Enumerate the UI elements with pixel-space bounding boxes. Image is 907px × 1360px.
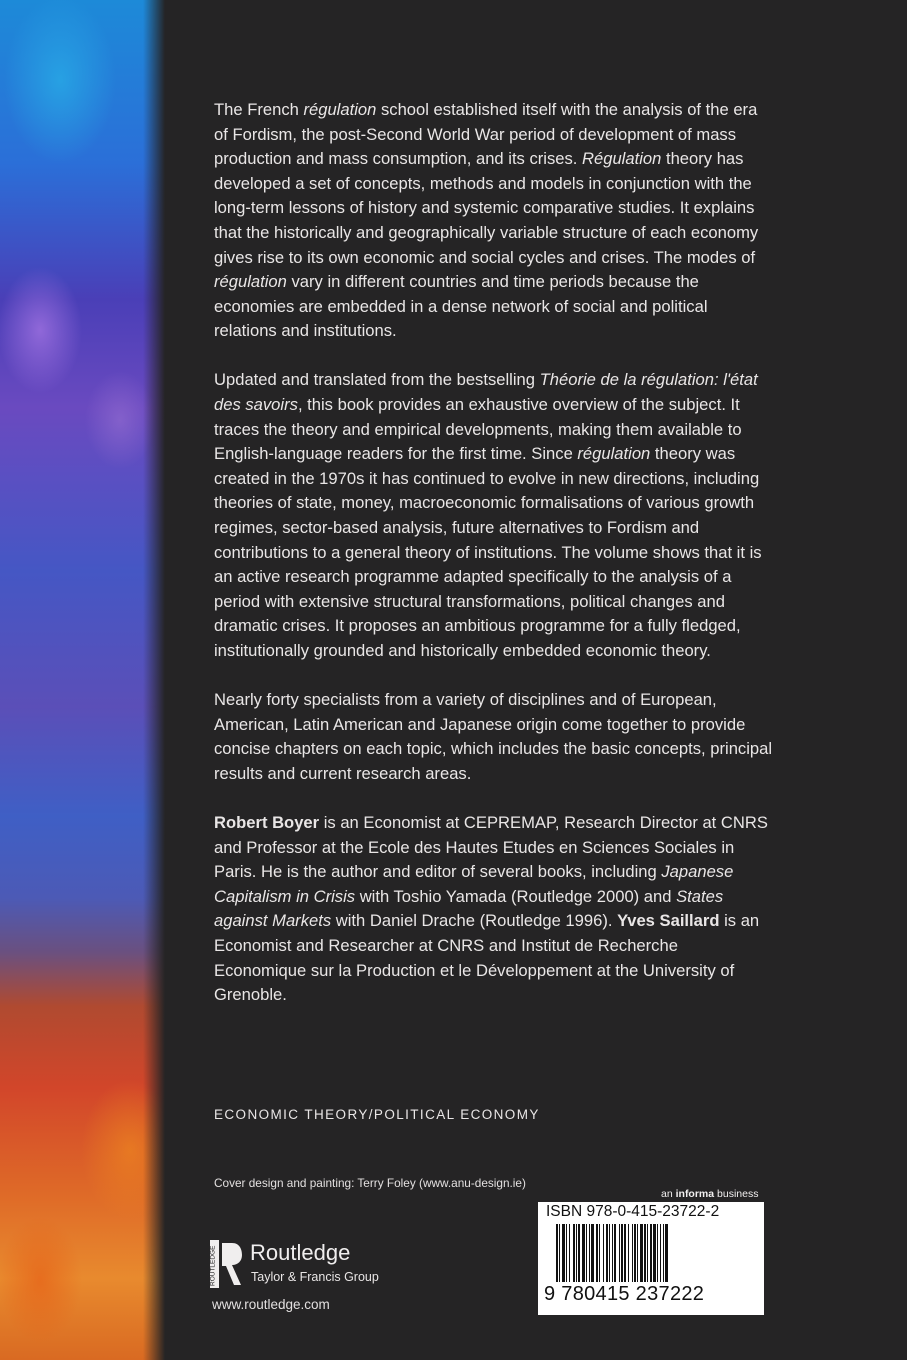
barcode-bar [619, 1224, 620, 1282]
barcode-digits: 9 780415 237222 [544, 1283, 705, 1305]
barcode-bar [589, 1224, 590, 1282]
barcode-bar [596, 1224, 598, 1282]
barcode-bar [603, 1224, 604, 1282]
barcode-bar [647, 1224, 648, 1282]
barcode-bar [582, 1224, 585, 1282]
barcode-bar [586, 1224, 587, 1282]
barcode-bar [576, 1224, 577, 1282]
barcode-bar [628, 1224, 629, 1282]
barcode-bar [621, 1224, 623, 1282]
painted-art-strip [0, 0, 165, 1360]
barcode-bar [660, 1224, 661, 1282]
isbn-text: ISBN 978-0-415-23722-2 [546, 1203, 720, 1220]
blurb [214, 98, 774, 1008]
barcode-bar [556, 1224, 558, 1282]
barcode-bar [573, 1224, 575, 1282]
barcode-bar [665, 1224, 668, 1282]
publisher-group: Taylor & Francis Group [251, 1270, 379, 1284]
routledge-mark-icon [210, 1240, 244, 1288]
barcode-bar [653, 1224, 656, 1282]
barcode-bar [632, 1224, 633, 1282]
barcode-bar [562, 1224, 565, 1282]
barcode-bar [569, 1224, 570, 1282]
subject-category: ECONOMIC THEORY/POLITICAL ECONOMY [214, 1107, 540, 1122]
barcode-bar [624, 1224, 626, 1282]
barcode-bars-icon [556, 1224, 752, 1286]
paragraph-overview: Updated and translated from the bestselling Théorie de la régulation: l'état des savoirs, this book provides an exhaustive overview of the subject. It traces the theory and empirical developments, making them available to English-language readers for the first time. Since régulation theory was created in the 1970s it has continued to evolve in new directions, including theories of state, money, macroeconomic formalisations of various growth regimes, sector-based analysis, future alternatives to Fordism and contributions to a general theory of institutions. The volume shows that it is an active research programme adapted specifically to the analysis of a period with extensive structural transformations, political changes and dramatic crises. It proposes an ambitious programme for a fully fledged, institutionally grounded and historically embedded economic theory. [214, 370, 762, 660]
barcode-bar [559, 1224, 560, 1282]
informa-tagline: an informa business [661, 1188, 759, 1200]
barcode-bar [614, 1224, 616, 1282]
paragraph-specialists: Nearly forty specialists from a variety of disciplines and of European, American, Latin American and Japanese origin come together to provide concise chapters on each topic, which includes the basic concepts, principal results and current research areas. [214, 690, 773, 783]
isbn-barcode [538, 1202, 764, 1315]
paragraph-authors: Robert Boyer is an Economist at CEPREMAP, Research Director at CNRS and Professor at the Ecole des Hautes Etudes en Sciences Sociales in Paris. He is the author and editor of several books, including Japanese Capitalism in Crisis with Toshio Yamada (Routledge 2000) and States against Markets with Daniel Drache (Routledge 1996). Yves Saillard is an Economist and Researcher at CNRS and Institut de Recherche Economique sur la Production et le Développement at the University of Grenoble. [214, 812, 768, 1005]
barcode-bar [606, 1224, 608, 1282]
barcode-bar [640, 1224, 643, 1282]
barcode-bar [634, 1224, 636, 1282]
barcode-bar [612, 1224, 613, 1282]
cover-credit: Cover design and painting: Terry Foley (www.anu-design.ie) [214, 1176, 526, 1190]
barcode-bar [663, 1224, 664, 1282]
publisher-website[interactable]: www.routledge.com [212, 1297, 330, 1312]
barcode-bar [657, 1224, 658, 1282]
barcode-bar [650, 1224, 652, 1282]
barcode-bar [566, 1224, 567, 1282]
publisher-logo [210, 1240, 410, 1300]
barcode-bar [609, 1224, 610, 1282]
publisher-name: Routledge [250, 1240, 351, 1265]
barcode-bar [591, 1224, 594, 1282]
barcode-bar [578, 1224, 580, 1282]
barcode-bar [637, 1224, 638, 1282]
barcode-bar [599, 1224, 600, 1282]
routledge-mark-text: ROUTLEDGE [210, 1245, 217, 1286]
paragraph-intro: The French régulation school established itself with the analysis of the era of Fordism, the post-Second World War period of development of mass production and mass consumption, and its crises. Régulation theory has developed a set of concepts, methods and models in conjunction with the long-term lessons of history and systemic comparative studies. It explains that the historically and geographically variable structure of each economy gives rise to its own economic and social cycles and crises. The modes of régulation vary in different countries and time periods because the economies are embedded in a dense network of social and political relations and institutions. [214, 100, 759, 341]
barcode-bar [644, 1224, 646, 1282]
